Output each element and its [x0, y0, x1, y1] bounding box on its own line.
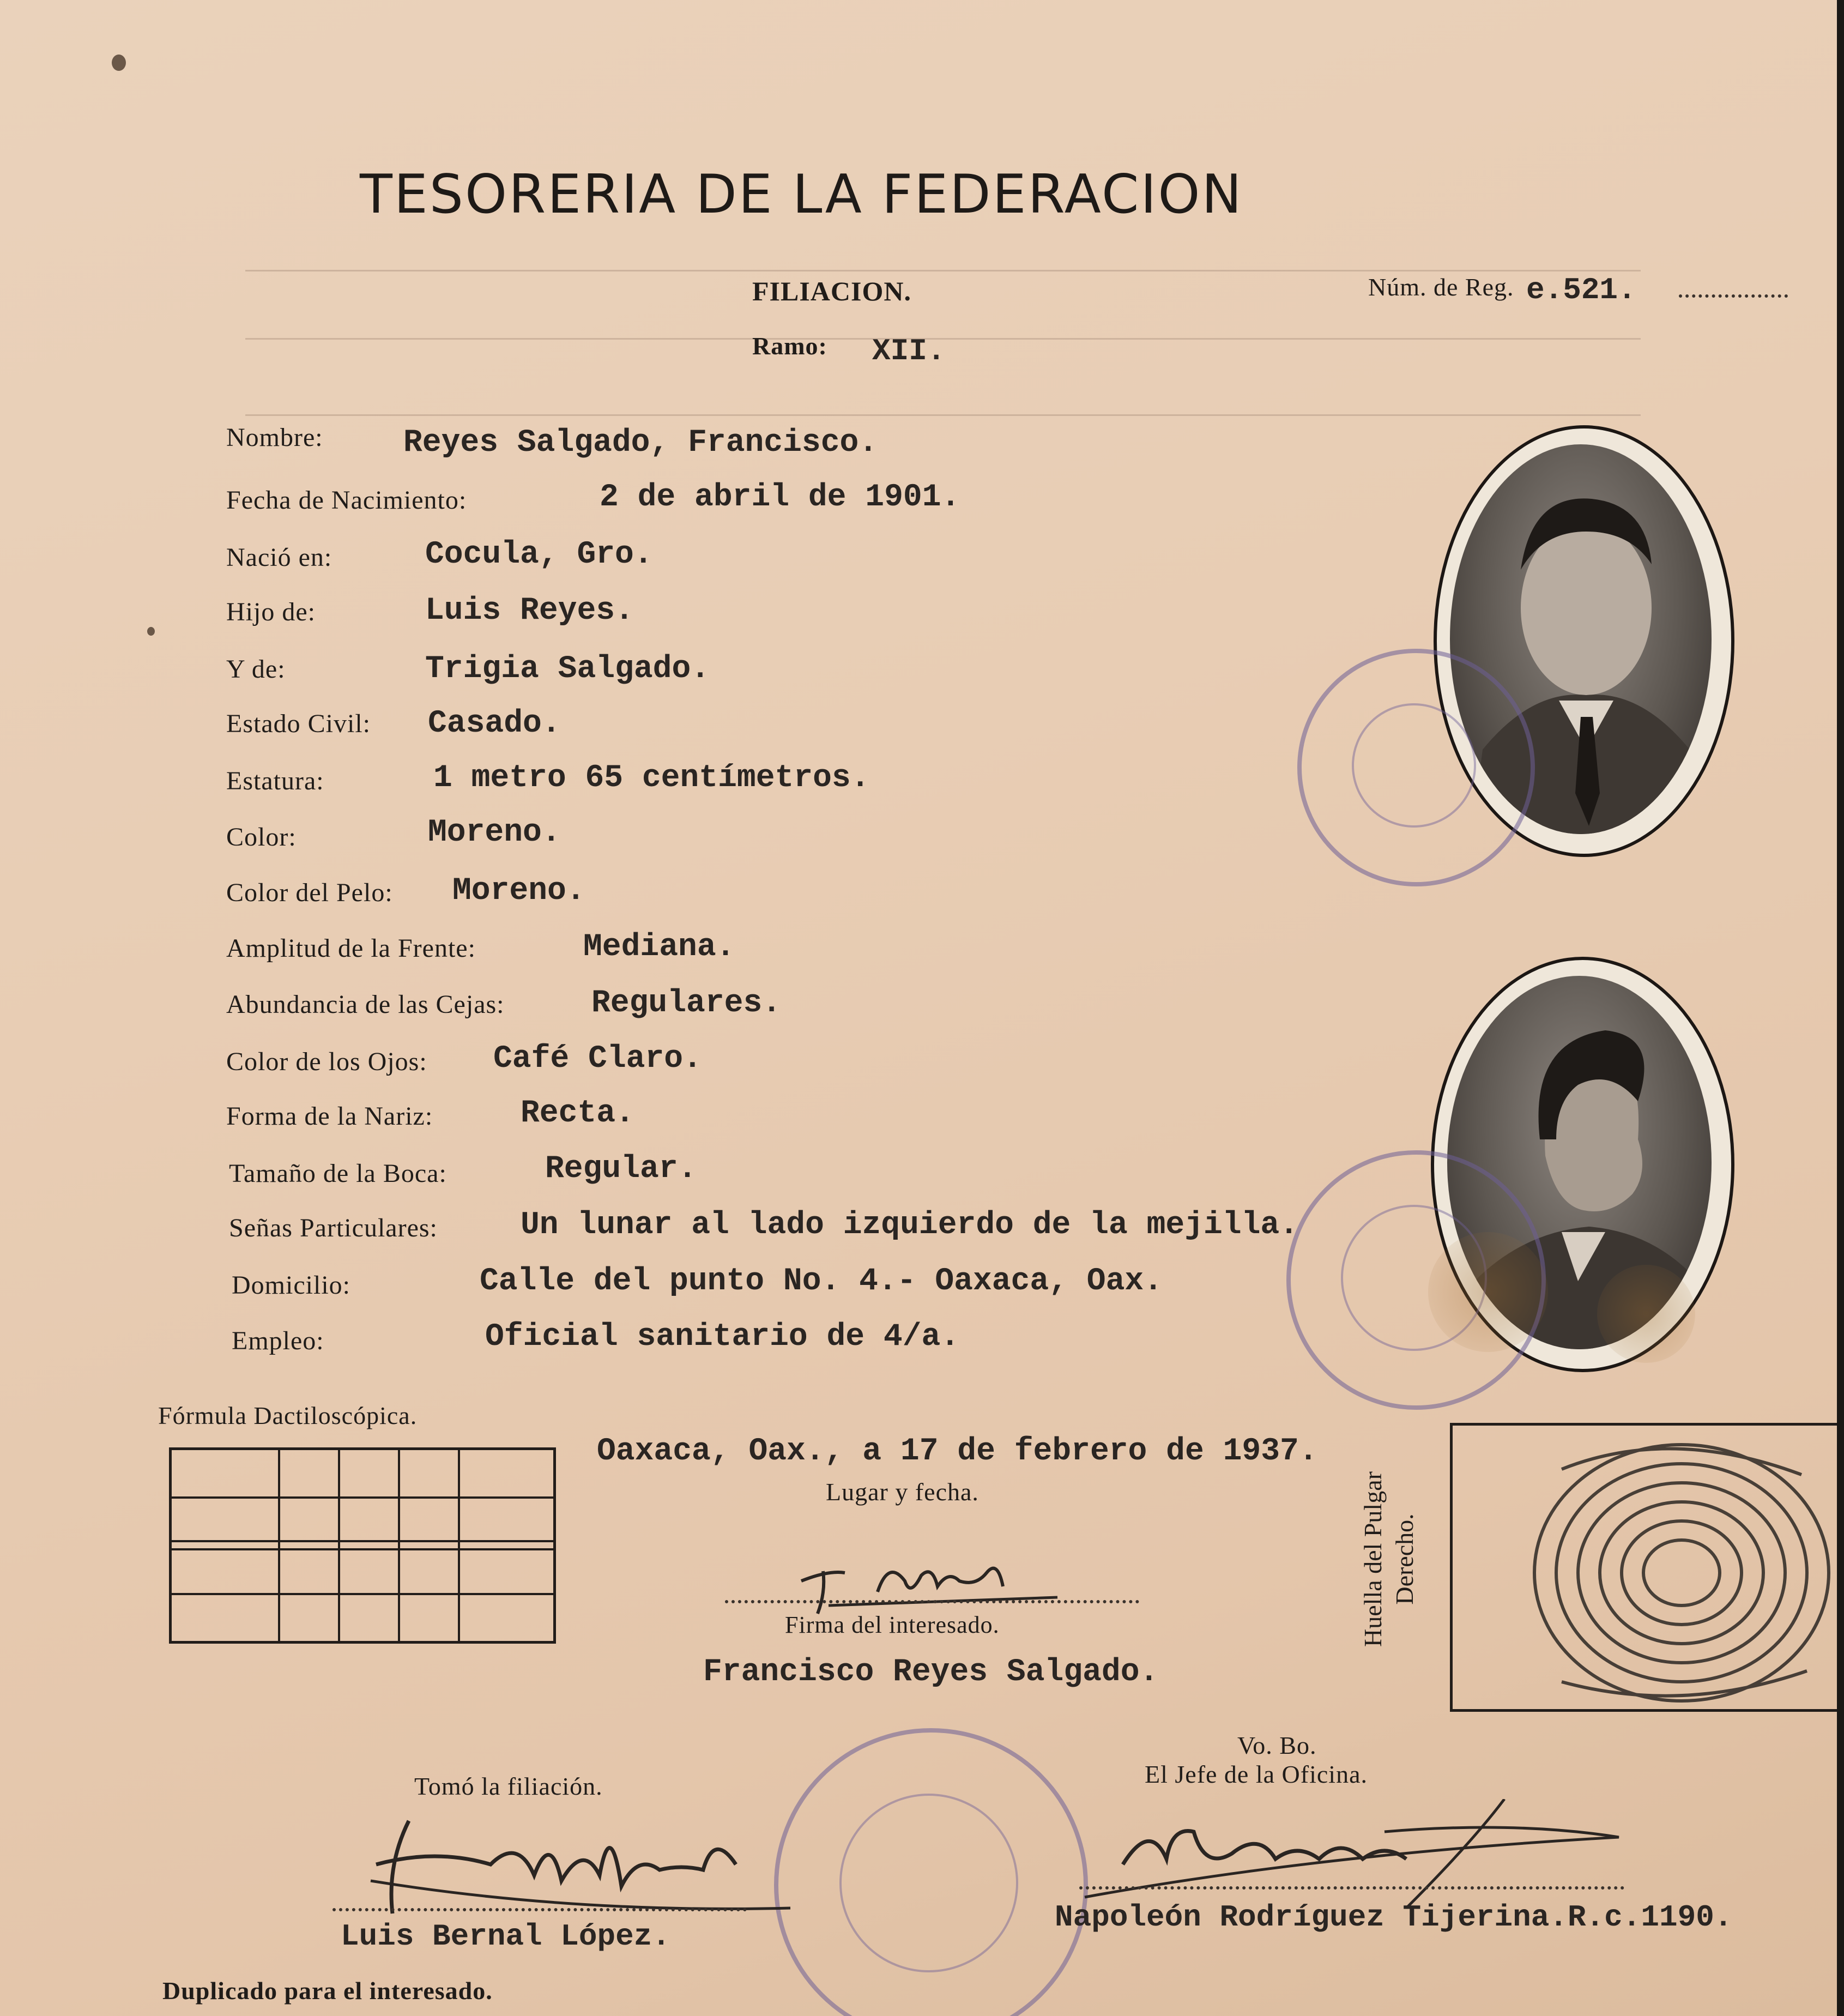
thumbprint-box	[1450, 1423, 1837, 1712]
tomo-typed-name: Luis Bernal López.	[341, 1919, 670, 1954]
grid-line	[278, 1450, 280, 1641]
punch-hole	[147, 627, 155, 636]
field-value-senas: Un lunar al lado izquierdo de la mejilla.	[521, 1208, 1299, 1243]
field-value-frente: Mediana.	[583, 929, 735, 965]
grid-line	[172, 1496, 553, 1499]
field-value-nacimiento: 2 de abril de 1901.	[600, 480, 960, 515]
tomo-caption: Tomó la filiación.	[414, 1772, 603, 1800]
field-value-hijo: Luis Reyes.	[425, 593, 634, 629]
field-value-estatura: 1 metro 65 centímetros.	[433, 760, 870, 796]
field-label-nariz: Forma de la Nariz:	[226, 1102, 433, 1131]
grid-line	[398, 1450, 400, 1641]
field-value-nacio: Cocula, Gro.	[425, 537, 653, 572]
firma-typed-name: Francisco Reyes Salgado.	[703, 1655, 1159, 1690]
field-value-empleo: Oficial sanitario de 4/a.	[485, 1319, 960, 1355]
grid-line	[172, 1593, 553, 1595]
punch-hole	[112, 55, 126, 71]
dotted-line	[1679, 294, 1788, 298]
field-value-nombre: Reyes Salgado, Francisco.	[403, 425, 878, 461]
lugar-fecha-caption: Lugar y fecha.	[826, 1478, 979, 1506]
field-label-y-de: Y de:	[226, 655, 286, 684]
thumbprint-label-line2: Derecho.	[1390, 1513, 1418, 1605]
field-label-estado-civil: Estado Civil:	[226, 709, 371, 738]
grid-line	[172, 1540, 553, 1542]
field-value-ojos: Café Claro.	[493, 1041, 702, 1077]
field-label-frente: Amplitud de la Frente:	[226, 934, 476, 963]
signature-tomo	[354, 1799, 801, 1938]
field-label-domicilio: Domicilio:	[232, 1271, 350, 1300]
ramo-label: Ramo:	[752, 332, 827, 360]
field-label-nombre: Nombre:	[226, 423, 323, 452]
grid-line	[458, 1450, 460, 1641]
jefe-caption: El Jefe de la Oficina.	[1145, 1760, 1368, 1788]
jefe-typed-name: Napoleón Rodríguez Tijerina.R.c.1190.	[1055, 1900, 1733, 1935]
field-value-nariz: Recta.	[521, 1096, 634, 1131]
dotted-line	[332, 1908, 747, 1911]
field-value-y-de: Trigia Salgado.	[425, 651, 710, 687]
field-value-boca: Regular.	[545, 1151, 697, 1187]
ramo-value: XII.	[872, 334, 946, 369]
firma-caption: Firma del interesado.	[785, 1611, 1000, 1638]
grid-line	[338, 1450, 340, 1641]
filiacion-heading: FILIACION.	[752, 276, 911, 306]
field-label-color-pelo: Color del Pelo:	[226, 878, 393, 907]
paper-stain	[1428, 1232, 1548, 1352]
grid-line	[172, 1548, 553, 1550]
field-label-ojos: Color de los Ojos:	[226, 1047, 427, 1076]
field-value-domicilio: Calle del punto No. 4.- Oaxaca, Oax.	[480, 1264, 1163, 1299]
field-value-color: Moreno.	[428, 815, 561, 850]
thumbprint-label	[1357, 1417, 1420, 1701]
field-label-estatura: Estatura:	[226, 766, 324, 795]
field-label-hijo: Hijo de:	[226, 597, 316, 626]
field-label-cejas: Abundancia de las Cejas:	[226, 990, 505, 1019]
field-label-nacio: Nació en:	[226, 543, 332, 572]
field-label-boca: Tamaño de la Boca:	[229, 1159, 447, 1188]
field-value-color-pelo: Moreno.	[452, 873, 585, 909]
dactilo-grid	[169, 1447, 556, 1644]
official-stamp-inner	[839, 1794, 1018, 1972]
thumbprint-label-line1: Huella del Pulgar	[1359, 1471, 1387, 1647]
registro-value: e.521.	[1526, 273, 1636, 307]
divider	[245, 414, 1641, 416]
dactilo-label: Fórmula Dactiloscópica.	[158, 1402, 418, 1429]
field-value-cejas: Regulares.	[591, 986, 782, 1021]
dotted-line	[725, 1600, 1139, 1603]
registro-label: Núm. de Reg.	[1368, 273, 1514, 301]
lugar-fecha-value: Oaxaca, Oax., a 17 de febrero de 1937.	[597, 1434, 1318, 1469]
field-label-empleo: Empleo:	[232, 1326, 324, 1355]
field-label-senas: Señas Particulares:	[229, 1214, 438, 1242]
official-stamp-inner	[1352, 703, 1476, 828]
vobo-label: Vo. Bo.	[1237, 1731, 1317, 1759]
duplicate-note: Duplicado para el interesado.	[162, 1977, 493, 2005]
field-label-color: Color:	[226, 823, 297, 852]
field-label-nacimiento: Fecha de Nacimiento:	[226, 486, 467, 515]
field-value-estado-civil: Casado.	[428, 706, 561, 741]
paper-stain	[1597, 1265, 1695, 1363]
page-title: TESORERIA DE LA FEDERACION	[360, 164, 1243, 226]
divider	[245, 270, 1641, 271]
dotted-line	[1079, 1886, 1624, 1890]
